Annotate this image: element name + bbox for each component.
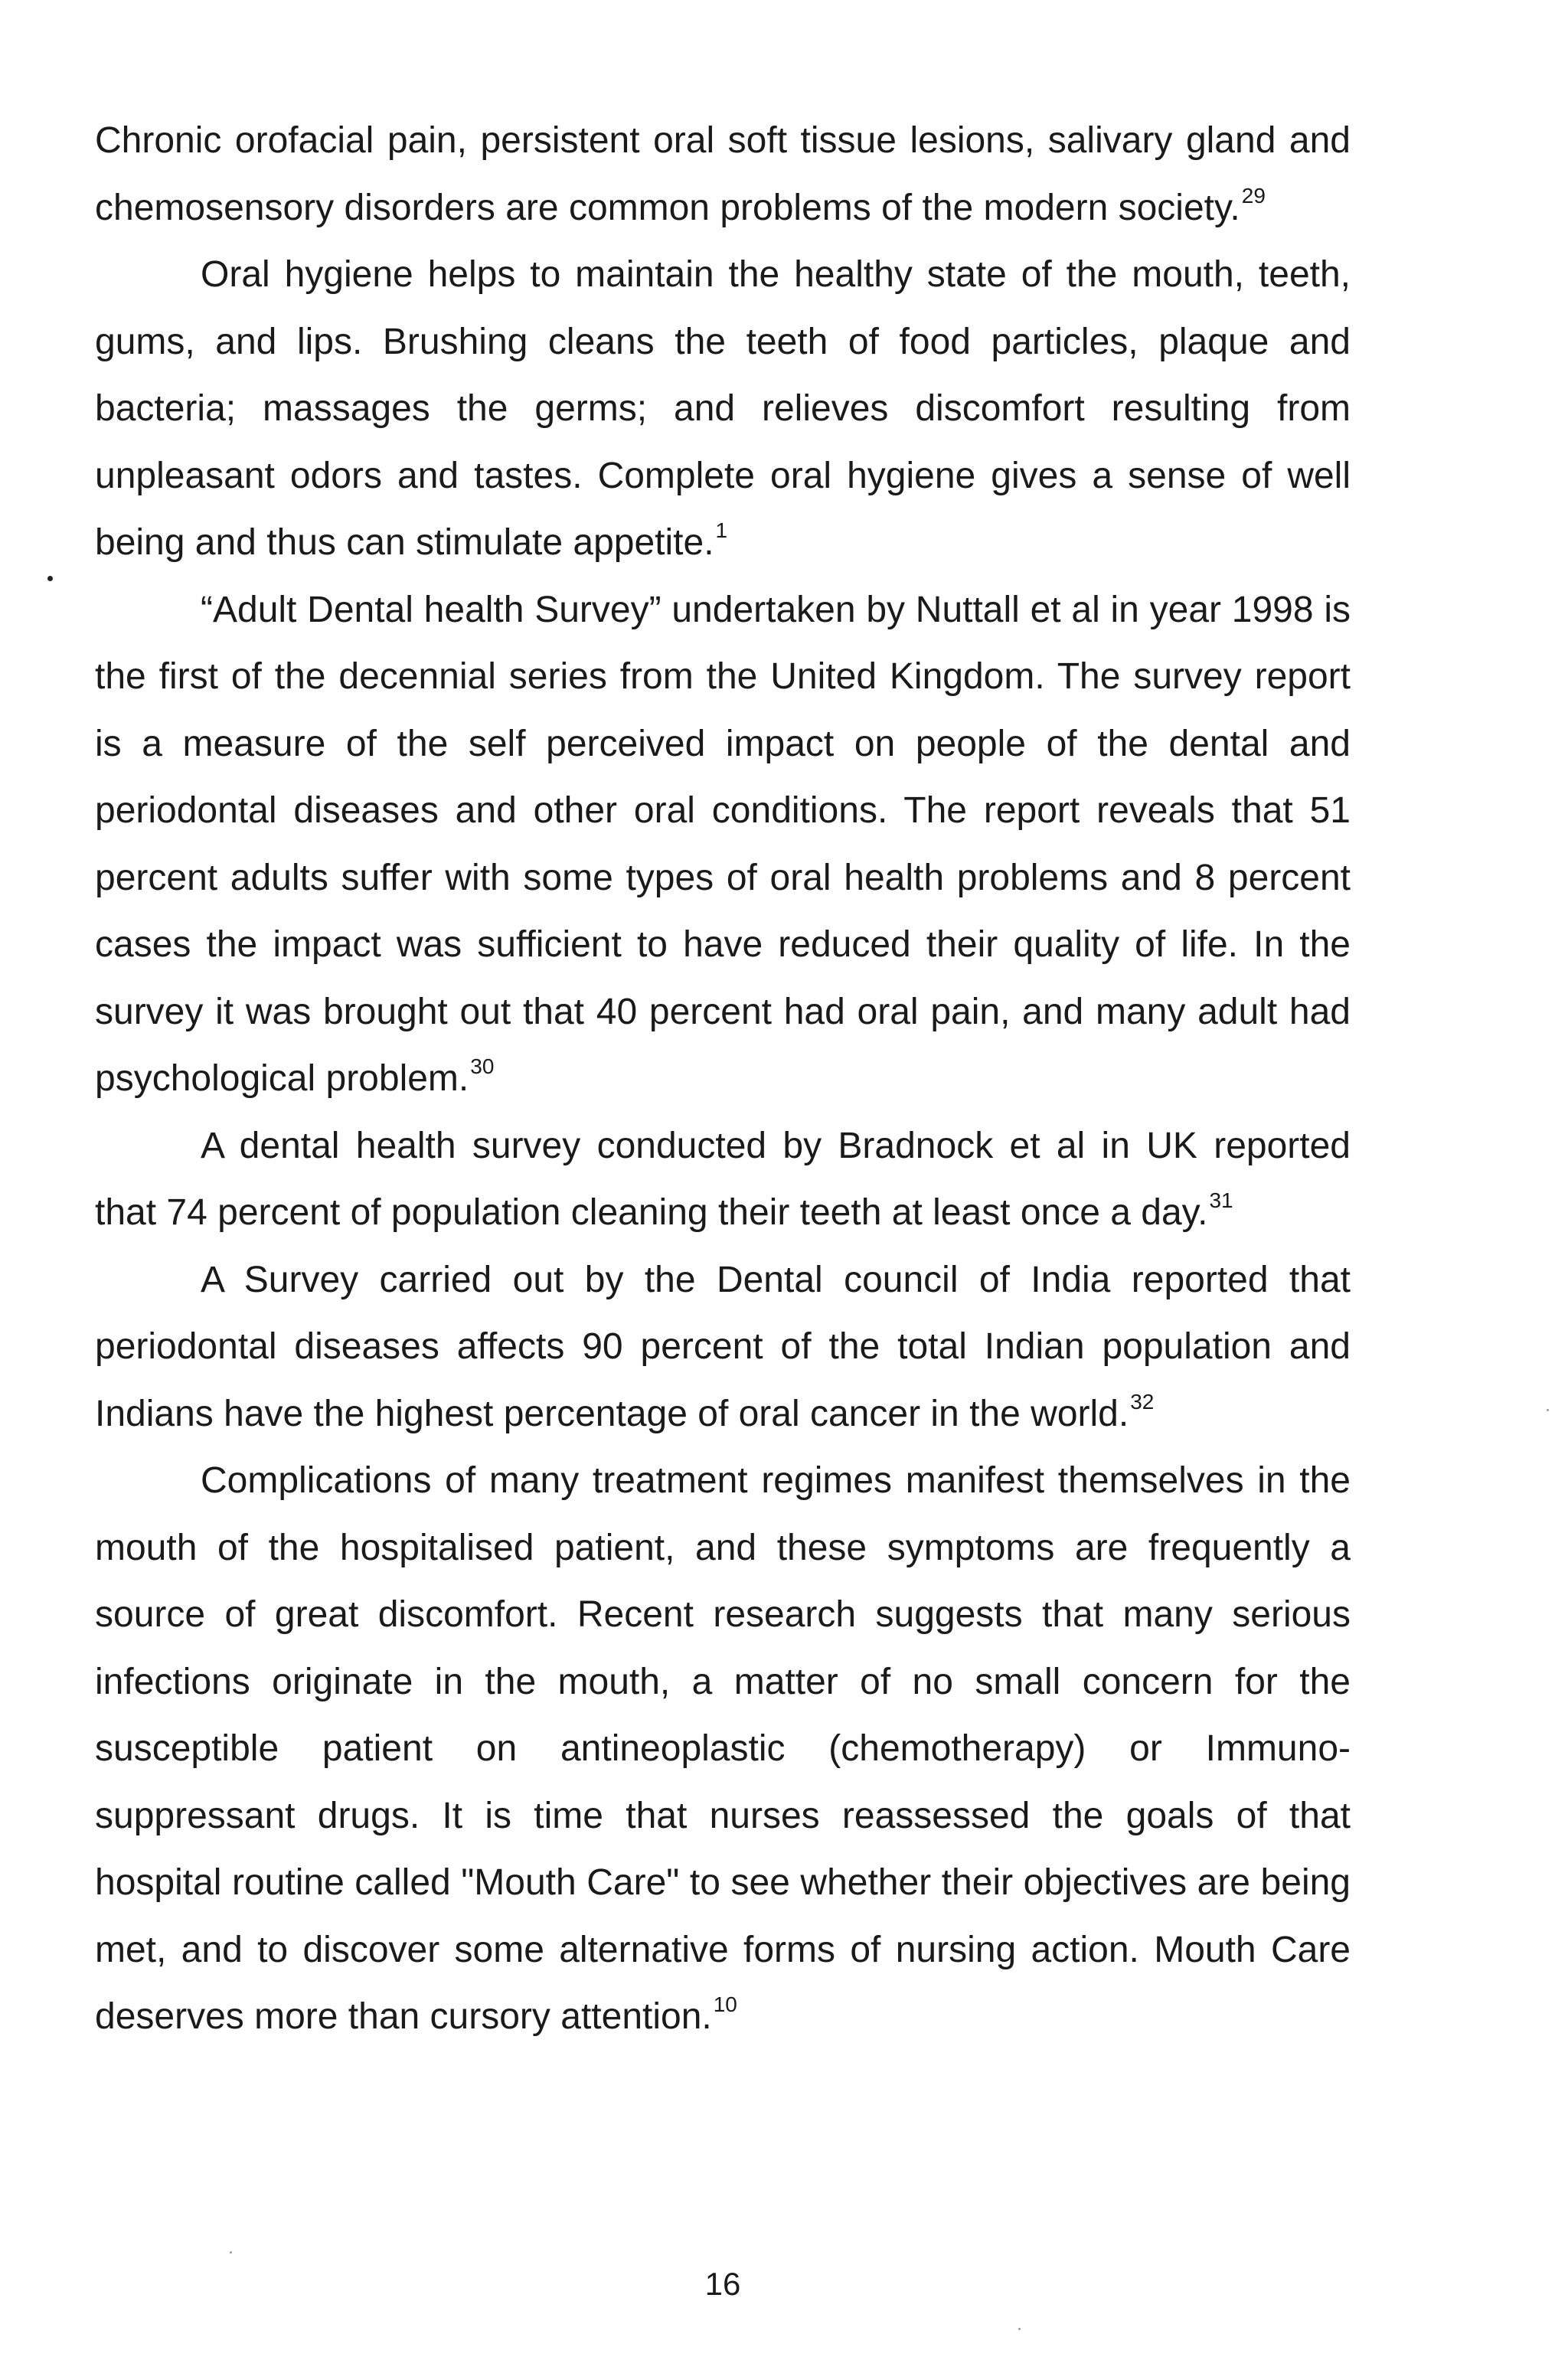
citation-10: 10 <box>713 1992 737 2016</box>
citation-32: 32 <box>1130 1389 1155 1414</box>
scan-speck <box>1547 1409 1549 1411</box>
paragraph-4 <box>95 1113 1351 1247</box>
paragraph-3-text: “Adult Dental health Survey” undertaken by Nuttall et al in year 1998 is the first of the decennial series from the United Kingdom. The survey report is a measure of the self perceived impact on people of the dental and periodontal diseases and other oral conditions. The report reveals that 51 percent adults suffer with some types of oral health problems and 8 percent cases the impact was sufficient to have reduced their quality of life. In the survey it was brought out that 40 percent had oral pain, and many adult had psychological problem. <box>95 589 1351 1099</box>
paragraph-2-text: Oral hygiene helps to maintain the healthy state of the mouth, teeth, gums, and lips. Brushing cleans the teeth of food particles, plaque and bacteria; massages the germs; and relieves discomfort resulting from unpleasant odors and tastes. Complete oral hygiene gives a sense of well being and thus can stimulate appetite. <box>95 254 1351 563</box>
scan-speck <box>1018 2328 1021 2330</box>
paragraph-3 <box>95 577 1351 1113</box>
paragraph-5 <box>95 1247 1351 1448</box>
scan-mark <box>47 576 53 581</box>
citation-30: 30 <box>470 1054 495 1078</box>
paragraph-6 <box>95 1447 1351 2051</box>
body-text <box>95 107 1351 2051</box>
page-number: 16 <box>704 2266 741 2302</box>
paragraph-1 <box>95 107 1351 241</box>
paragraph-5-text: A Survey carried out by the Dental council of India reported that periodontal diseases affects 90 percent of the total Indian population and Indians have the highest percentage of oral cancer in the world. <box>95 1259 1351 1434</box>
paragraph-2 <box>95 241 1351 577</box>
scan-speck <box>230 2251 232 2254</box>
citation-29: 29 <box>1241 183 1266 208</box>
paragraph-6-text: Complications of many treatment regimes manifest themselves in the mouth of the hospitalised patient, and these symptoms are frequently a source of great discomfort. Recent research suggests that many serious infections originate in the mouth, a matter of no small concern for the susceptible patient on antineoplastic (chemotherapy) or Immuno-suppressant drugs. It is time that nurses reassessed the goals of that hospital routine called "Mouth Care" to see whether their objectives are being met, and to discover some alternative forms of nursing action. Mouth Care deserves more than cursory attention. <box>95 1460 1351 2037</box>
citation-1: 1 <box>715 518 728 542</box>
citation-31: 31 <box>1209 1188 1233 1212</box>
paragraph-4-text: A dental health survey conducted by Bradnock et al in UK reported that 74 percent of population cleaning their teeth at least once a day. <box>95 1125 1351 1233</box>
paragraph-1-text: Chronic orofacial pain, persistent oral soft tissue lesions, salivary gland and chemosensory disorders are common problems of the modern society. <box>95 120 1351 228</box>
